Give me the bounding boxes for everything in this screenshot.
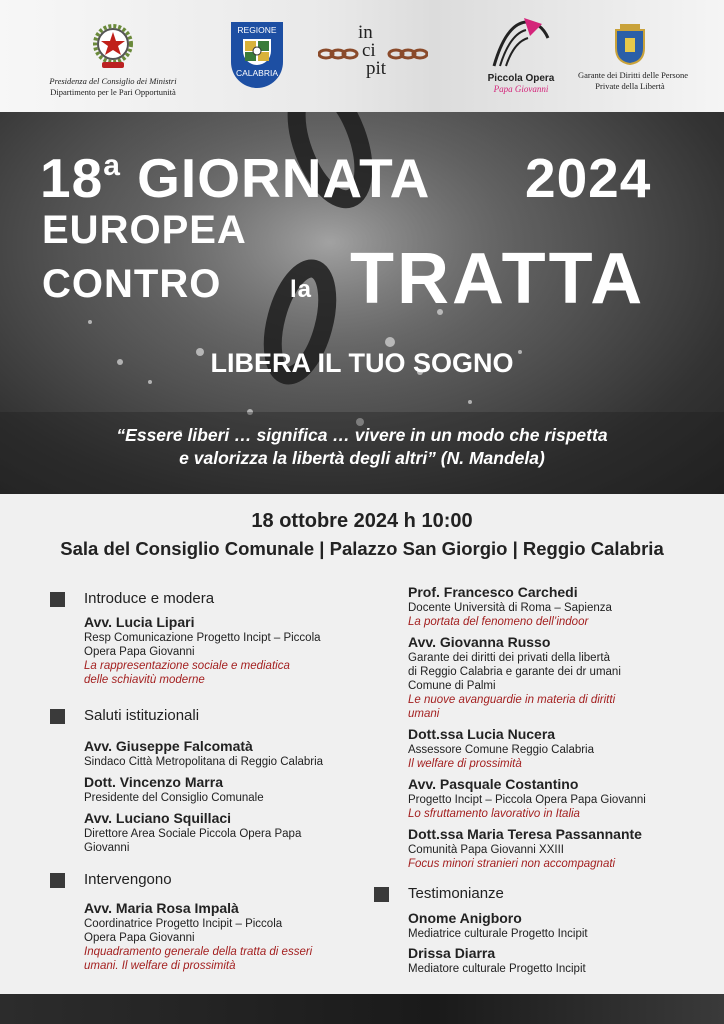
garante-crest-icon [610, 22, 650, 66]
program-right-column [408, 583, 698, 871]
piccola-opera-logo [478, 14, 564, 94]
event-date: 18 ottobre 2024 h 10:00 [251, 510, 473, 532]
speaker-name: Avv. Luciano Squillaci [84, 810, 232, 826]
speaker-lipari [84, 613, 360, 687]
title-contro: CONTRO [42, 262, 222, 306]
speaker-role: Giovanni [84, 842, 130, 854]
speaker-name: Prof. Francesco Carchedi [408, 584, 578, 600]
garante-caption-1: Garante dei Diritti delle Persone [578, 70, 688, 80]
presidenza-caption: Presidenza del Consiglio dei Ministri [49, 76, 177, 86]
speaker-name: Avv. Maria Rosa Impalà [84, 900, 239, 916]
logo-bar [0, 0, 724, 112]
garante-logo [578, 22, 688, 92]
speaker-diarra [408, 944, 694, 976]
speaker-costantino [408, 775, 698, 821]
speaker-role: Opera Papa Giovanni [84, 932, 195, 944]
title-giornata: GIORNATA [137, 147, 431, 209]
speaker-role: Progetto Incipt – Piccola Opera Papa Giovanni [408, 794, 646, 806]
program-left-column [50, 587, 360, 973]
incipit-text-top: in [358, 22, 373, 43]
incipit-text-bot: pit [366, 58, 387, 79]
speaker-carchedi [408, 583, 698, 629]
speaker-role: Docente Università di Roma – Sapienza [408, 602, 612, 614]
piccola-opera-mark-icon [486, 14, 556, 68]
speaker-role: Mediatore culturale Progetto Incipit [408, 963, 586, 975]
speaker-name: Onome Anigboro [408, 910, 522, 926]
mandela-quote [40, 424, 684, 470]
title-tratta: TRATTA [350, 239, 646, 319]
bullet-square-icon [374, 887, 389, 902]
quote-line-2: e valorizza la libertà degli altri” (N. Mandela) [179, 448, 545, 468]
speaker-role: Garante dei diritti dei privati della libertà [408, 652, 610, 664]
presidenza-logo [28, 22, 198, 98]
speaker-topic: La rappresentazione sociale e mediatica [84, 660, 290, 672]
section-saluti [50, 707, 360, 727]
speaker-role: Opera Papa Giovanni [84, 646, 195, 658]
speaker-passannante [408, 825, 698, 871]
speaker-name: Avv. Giuseppe Falcomatà [84, 738, 253, 754]
section-intervengono [50, 871, 360, 891]
speaker-name: Dott. Vincenzo Marra [84, 774, 223, 790]
speaker-topic: La portata del fenomeno dell’indoor [408, 616, 589, 628]
speaker-role: Comune di Palmi [408, 680, 496, 692]
calabria-label: CALABRIA [235, 68, 279, 78]
speaker-topic: umani [408, 708, 440, 720]
italian-republic-emblem-icon [92, 22, 134, 72]
speaker-topic: umani. Il welfare di prossimità [84, 960, 236, 972]
speaker-role: di Reggio Calabria e garante dei dr umani [408, 666, 621, 678]
speaker-name: Drissa Diarra [408, 945, 496, 961]
section-testimonianze-block [374, 882, 694, 976]
section-testimonianze [374, 885, 694, 905]
speaker-falcomata [84, 737, 360, 769]
section-heading: Introduce e modera [84, 590, 215, 607]
speaker-role: Mediatrice culturale Progetto Incipit [408, 928, 588, 940]
title-la: la [290, 276, 313, 303]
bullet-square-icon [50, 592, 65, 607]
speaker-role: Sindaco Città Metropolitana di Reggio Calabria [84, 756, 324, 768]
event-place: Sala del Consiglio Comunale | Palazzo San Giorgio | Reggio Calabria [60, 538, 664, 559]
speaker-role: Coordinatrice Progetto Incipit – Piccola [84, 918, 283, 930]
speaker-nucera [408, 725, 698, 771]
title-number: 18 [40, 147, 104, 209]
speaker-name: Dott.ssa Maria Teresa Passannante [408, 826, 642, 842]
speaker-name: Avv. Lucia Lipari [84, 614, 195, 630]
speaker-topic: Lo sfruttamento lavorativo in Italia [408, 808, 580, 820]
speaker-topic: Focus minori stranieri non accompagnati [408, 858, 616, 870]
title-year: 2024 [525, 147, 652, 209]
speaker-role: Direttore Area Sociale Piccola Opera Papa [84, 828, 302, 840]
speaker-name: Avv. Giovanna Russo [408, 634, 551, 650]
bullet-square-icon [50, 873, 65, 888]
section-heading: Intervengono [84, 871, 172, 888]
speaker-role: Presidente del Consiglio Comunale [84, 792, 264, 804]
papa-giovanni-name: Papa Giovanni [493, 84, 549, 94]
section-heading: Saluti istituzionali [84, 707, 200, 724]
title-europea: EUROPEA [42, 208, 247, 252]
piccola-opera-name: Piccola Opera [487, 73, 555, 84]
speaker-topic: delle schiavitù moderne [84, 674, 205, 686]
title-ordinal: a [103, 149, 121, 182]
incipit-text-mid: ci [362, 40, 376, 61]
speaker-anigboro [408, 909, 694, 941]
speaker-role: Assessore Comune Reggio Calabria [408, 744, 595, 756]
regione-label: REGIONE [237, 25, 277, 35]
slogan: LIBERA IL TUO SOGNO [210, 348, 514, 378]
regione-calabria-logo [231, 22, 283, 88]
section-intro [50, 590, 360, 610]
speaker-marra [84, 773, 360, 805]
quote-line-1: “Essere liberi … significa … vivere in un modo che rispetta [116, 425, 608, 445]
bottom-strip [0, 994, 724, 1024]
speaker-name: Avv. Pasquale Costantino [408, 776, 579, 792]
speaker-topic: Inquadramento generale della tratta di esseri [84, 946, 313, 958]
speaker-role: Resp Comunicazione Progetto Incipt – Piccola [84, 632, 321, 644]
speaker-role: Comunità Papa Giovanni XXIII [408, 844, 564, 856]
garante-caption-2: Private della Libertà [595, 81, 665, 91]
speaker-russo [408, 633, 698, 721]
regione-crest-icon [243, 39, 271, 65]
speaker-topic: Le nuove avanguardie in materia di diritti [408, 694, 616, 706]
speaker-squillaci [84, 809, 360, 855]
section-heading: Testimonianze [408, 885, 504, 902]
speaker-name: Dott.ssa Lucia Nucera [408, 726, 556, 742]
pari-opportunita-caption: Dipartimento per le Pari Opportunità [50, 87, 176, 97]
speaker-topic: Il welfare di prossimità [408, 758, 522, 770]
bullet-square-icon [50, 709, 65, 724]
speaker-impala [84, 899, 360, 973]
incipit-logo [318, 24, 428, 84]
